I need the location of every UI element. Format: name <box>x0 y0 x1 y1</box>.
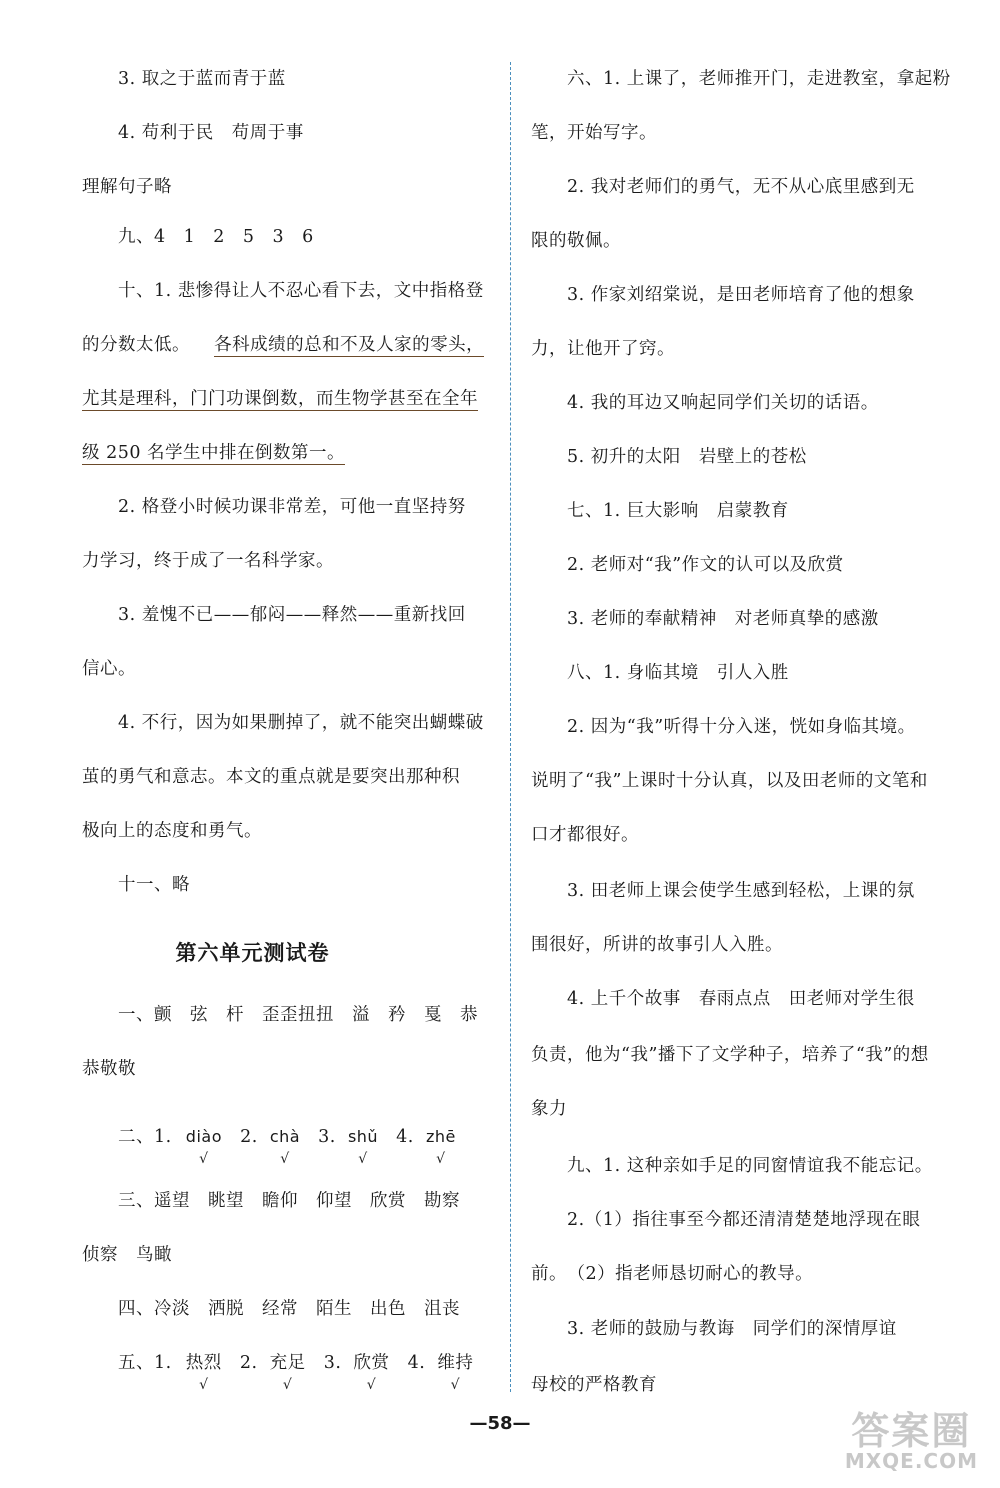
item-number: 3. <box>323 1353 342 1373</box>
text-line: 九、4 1 2 5 3 6 <box>118 227 314 247</box>
text-line: 十、1. 悲惨得让人不忍心看下去，文中指格登 <box>118 281 484 301</box>
check-mark-icon: √ <box>366 1377 377 1393</box>
item-number: 2. <box>239 1353 258 1373</box>
item-number: 4. <box>396 1127 414 1147</box>
word-text: 维持 <box>437 1353 474 1373</box>
text-line: 围很好，所讲的故事引人入胜。 <box>531 935 783 955</box>
pinyin-text: diào <box>185 1127 222 1146</box>
pinyin-answer <box>185 1126 222 1167</box>
text-segment: 的分数太低。 <box>82 335 190 355</box>
text-line <box>82 442 345 464</box>
word-text: 充足 <box>269 1353 306 1373</box>
text-line: 茧的勇气和意志。本文的重点就是要突出那种积 <box>82 767 460 787</box>
underlined-text: 尤其是理科，门门功课倒数，而生物学甚至在全年 <box>82 389 478 409</box>
text-line: 4. 我的耳边又响起同学们关切的话语。 <box>567 393 879 413</box>
check-mark-icon: √ <box>436 1151 446 1167</box>
text-line: 2. 我对老师们的勇气，无不从心底里感到无 <box>567 177 915 197</box>
text-line: 4. 苟利于民 苟周于事 <box>118 123 304 143</box>
text-line: 三、遥望 眺望 瞻仰 仰望 欣赏 勘察 <box>118 1191 460 1211</box>
column-divider <box>510 62 511 1392</box>
text-line: 3. 作家刘绍棠说，是田老师培育了他的想象 <box>567 285 915 305</box>
text-line: 前。 （2）指老师恳切耐心的教导。 <box>531 1264 814 1284</box>
text-line: 负责，他为“我”播下了文学种子，培养了“我”的想 <box>531 1045 929 1065</box>
text-line: 象力 <box>531 1099 567 1119</box>
check-mark-icon: √ <box>282 1377 293 1393</box>
question-prefix: 五、1. <box>118 1353 172 1373</box>
text-line: 母校的严格教育 <box>531 1375 657 1395</box>
text-line: 侦察 鸟瞰 <box>82 1245 172 1265</box>
text-line: 4. 不行，因为如果删掉了，就不能突出蝴蝶破 <box>118 713 484 733</box>
text-line: 5. 初升的太阳 岩壁上的苍松 <box>567 447 807 467</box>
word-answer <box>269 1352 306 1393</box>
text-line: 六、1. 上课了，老师推开门，走进教室，拿起粉 <box>567 69 951 89</box>
text-line: 2. 因为“我”听得十分入迷，恍如身临其境。 <box>567 717 916 737</box>
section-heading: 第六单元测试卷 <box>175 940 330 965</box>
text-line: 口才都很好。 <box>531 825 639 845</box>
pinyin-answer-line <box>118 1126 456 1167</box>
pinyin-answer <box>269 1126 301 1167</box>
pinyin-answer <box>425 1126 456 1167</box>
check-mark-icon: √ <box>358 1151 368 1167</box>
text-line <box>82 388 478 410</box>
pinyin-text: zhē <box>425 1127 456 1146</box>
pinyin-answer <box>347 1126 379 1167</box>
text-line: 十一、略 <box>118 875 190 895</box>
question-prefix: 二、1. <box>118 1127 172 1147</box>
word-answer <box>185 1352 222 1393</box>
check-mark-icon: √ <box>450 1377 461 1393</box>
text-line: 七、1. 巨大影响 启蒙教育 <box>567 501 789 521</box>
underlined-text: 级 250 名学生中排在倒数第一。 <box>82 443 346 463</box>
text-line: 极向上的态度和勇气。 <box>82 821 262 841</box>
text-line: 限的敬佩。 <box>531 231 621 251</box>
item-number: 4. <box>407 1353 426 1373</box>
underlined-text: 各科成绩的总和不及人家的零头， <box>214 335 485 355</box>
check-mark-icon: √ <box>199 1377 209 1393</box>
text-line: 恭敬敬 <box>82 1059 136 1079</box>
text-line: 一、颤 弦 杆 歪歪扭扭 溢 矜 戛 恭 <box>118 1005 478 1025</box>
item-number: 3. <box>318 1127 336 1147</box>
text-line: 3. 老师的鼓励与教诲 同学们的深情厚谊 <box>567 1319 897 1339</box>
check-mark-icon: √ <box>280 1151 290 1167</box>
pinyin-text: chà <box>269 1127 301 1146</box>
item-number: 2. <box>240 1127 258 1147</box>
page-number: —58— <box>469 1413 531 1434</box>
text-line: 力学习，终于成了一名科学家。 <box>82 551 334 571</box>
text-line: 九、1. 这种亲如手足的同窗情谊我不能忘记。 <box>567 1156 933 1176</box>
text-line: 笔，开始写字。 <box>531 123 657 143</box>
text-line: 信心。 <box>82 659 136 679</box>
text-line: 2. 格登小时候功课非常差，可他一直坚持努 <box>118 497 466 517</box>
word-answer <box>353 1352 390 1393</box>
word-text: 热烈 <box>185 1353 222 1373</box>
text-line: 2. 老师对“我”作文的认可以及欣赏 <box>567 555 844 575</box>
watermark-logo <box>845 1400 978 1473</box>
text-line: 3. 田老师上课会使学生感到轻松，上课的氛 <box>567 881 915 901</box>
text-line: 2.（1）指往事至今都还清清楚楚地浮现在眼 <box>567 1210 921 1230</box>
text-line: 力，让他开了窍。 <box>531 339 675 359</box>
watermark-url: MXQE.COM <box>844 1449 978 1473</box>
word-answer-line <box>118 1352 474 1393</box>
text-line: 3. 老师的奉献精神 对老师真挚的感激 <box>567 609 879 629</box>
text-line: 四、冷淡 洒脱 经常 陌生 出色 沮丧 <box>118 1299 460 1319</box>
text-line: 理解句子略 <box>82 177 172 197</box>
check-mark-icon: √ <box>199 1151 209 1167</box>
word-text: 欣赏 <box>353 1353 390 1373</box>
watermark-text: 答案圈 <box>851 1409 972 1453</box>
text-line: 说明了“我”上课时十分认真，以及田老师的文笔和 <box>531 771 928 791</box>
text-line: 3. 羞愧不已——郁闷——释然——重新找回 <box>118 605 466 625</box>
text-line: 八、1. 身临其境 引人入胜 <box>567 663 789 683</box>
word-answer <box>437 1352 474 1393</box>
text-line <box>82 334 484 356</box>
text-line: 4. 上千个故事 春雨点点 田老师对学生很 <box>567 989 915 1009</box>
text-line: 3. 取之于蓝而青于蓝 <box>118 69 286 89</box>
pinyin-text: shǔ <box>347 1127 379 1146</box>
